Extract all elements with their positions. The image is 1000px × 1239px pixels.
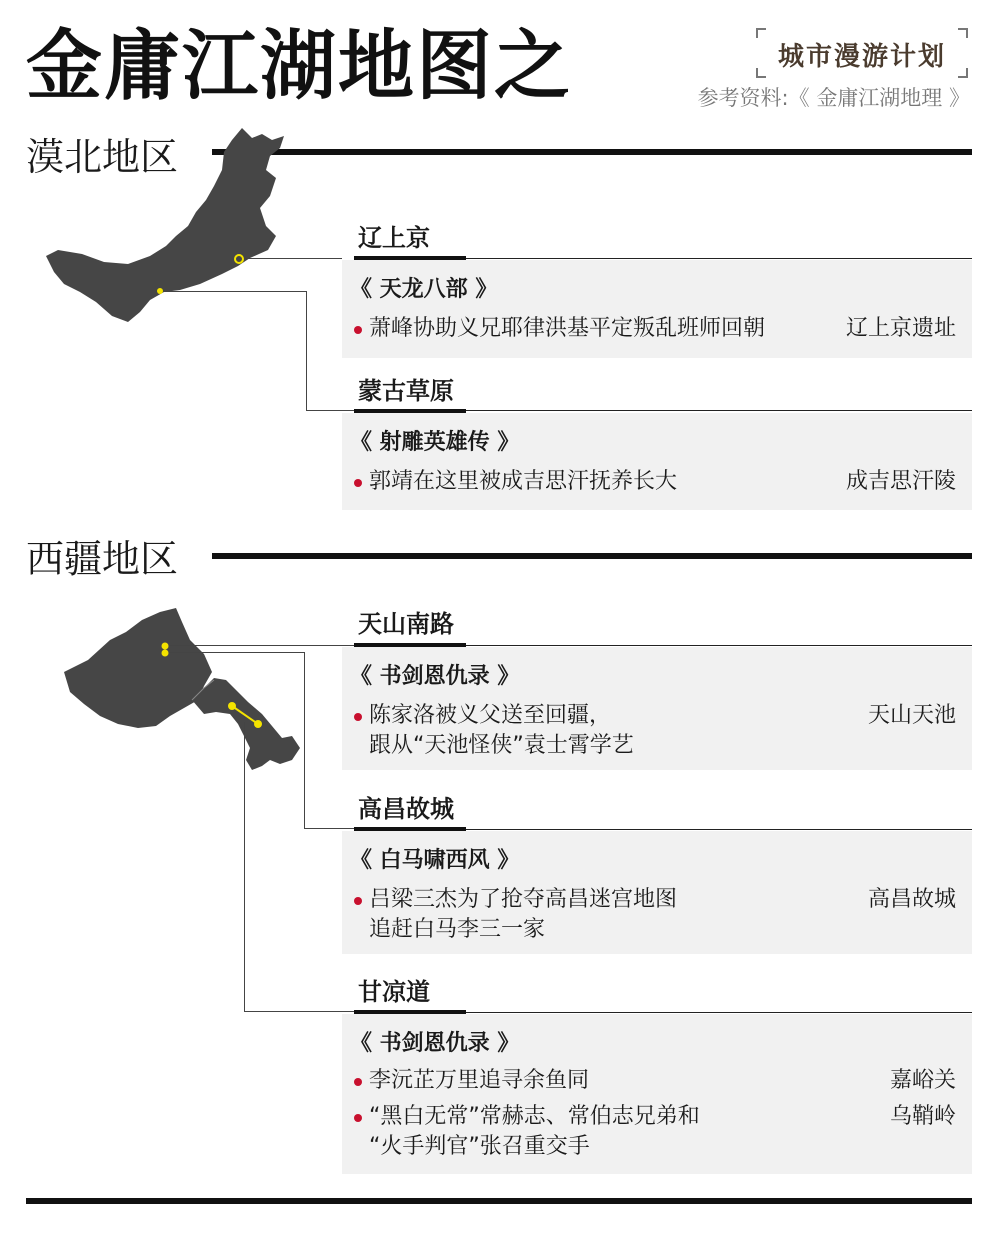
place-name: 高昌故城: [358, 795, 454, 823]
region-title-xijiang: 西疆地区: [26, 537, 179, 581]
story-location: 高昌故城: [867, 887, 956, 912]
connector-line: [304, 652, 305, 828]
story-entry: [352, 1102, 956, 1162]
place-name: 天山南路: [358, 610, 454, 638]
bullet-dot: [354, 713, 362, 721]
region-title-mobei: 漠北地区: [26, 135, 179, 179]
place-name: 辽上京: [358, 224, 430, 252]
map-fill: [64, 608, 212, 728]
place-name: 蒙古草原: [358, 377, 454, 405]
story-location: 成吉思汗陵: [845, 469, 956, 494]
connector-line: [304, 828, 354, 829]
place-divider: [466, 829, 972, 830]
story-text: 吕梁三杰为了抢夺高昌迷宫地图 追赶白马李三一家: [369, 887, 678, 942]
xinjiang-gansu-map-icon: [0, 0, 320, 800]
book-title: 《 白马啸西风 》: [350, 848, 520, 873]
brand-logo-text: 城市漫游计划: [777, 42, 946, 72]
bullet-dot: [354, 479, 362, 487]
story-location: 天山天池: [867, 703, 956, 728]
story-entry: [352, 701, 956, 761]
bullet-dot: [354, 1078, 362, 1086]
connector-line: [244, 1011, 354, 1012]
brand-logo: [756, 28, 968, 78]
story-card: [342, 647, 972, 770]
page-title: 金庸江湖地图之: [26, 21, 572, 110]
connector-line: [244, 722, 245, 1012]
story-text: 郭靖在这里被成吉思汗抚养长大: [369, 469, 678, 494]
story-text: 萧峰协助义兄耶律洪基平定叛乱班师回朝: [369, 316, 766, 341]
book-title: 《 书剑恩仇录 》: [350, 664, 520, 689]
story-text: 陈家洛被义父送至回疆， 跟从“天池怪侠”袁士霄学艺: [369, 703, 634, 758]
region-divider: [212, 553, 972, 559]
place-divider: [466, 410, 972, 411]
story-card: [342, 260, 972, 358]
place-divider: [466, 1012, 972, 1013]
bullet-dot: [354, 326, 362, 334]
story-entry: [352, 1066, 956, 1096]
place-divider: [466, 258, 972, 259]
connector-line: [165, 645, 354, 646]
story-card: [342, 831, 972, 954]
bottom-divider: [26, 1198, 972, 1204]
map-fill: [192, 678, 300, 770]
story-location: 乌鞘岭: [889, 1104, 956, 1129]
book-title: 《 天龙八部 》: [350, 277, 498, 302]
book-title: 《 书剑恩仇录 》: [350, 1031, 520, 1056]
reference-source: 参考资料:《 金庸江湖地理 》: [697, 86, 970, 110]
story-text: “黑白无常”常赫志、常伯志兄弟和 “火手判官”张召重交手: [369, 1104, 700, 1159]
story-text: 李沅芷万里追寻余鱼同: [369, 1068, 590, 1093]
place-name: 甘凉道: [358, 978, 430, 1006]
connector-line: [165, 652, 305, 653]
bullet-dot: [354, 1114, 362, 1122]
region-divider: [212, 149, 972, 155]
book-title: 《 射雕英雄传 》: [350, 430, 520, 455]
bullet-dot: [354, 897, 362, 905]
story-location: 辽上京遗址: [845, 316, 956, 341]
story-card: [342, 1014, 972, 1174]
story-entry: [352, 885, 956, 945]
place-divider: [466, 645, 972, 646]
story-location: 嘉峪关: [889, 1068, 956, 1093]
story-card: [342, 413, 972, 510]
